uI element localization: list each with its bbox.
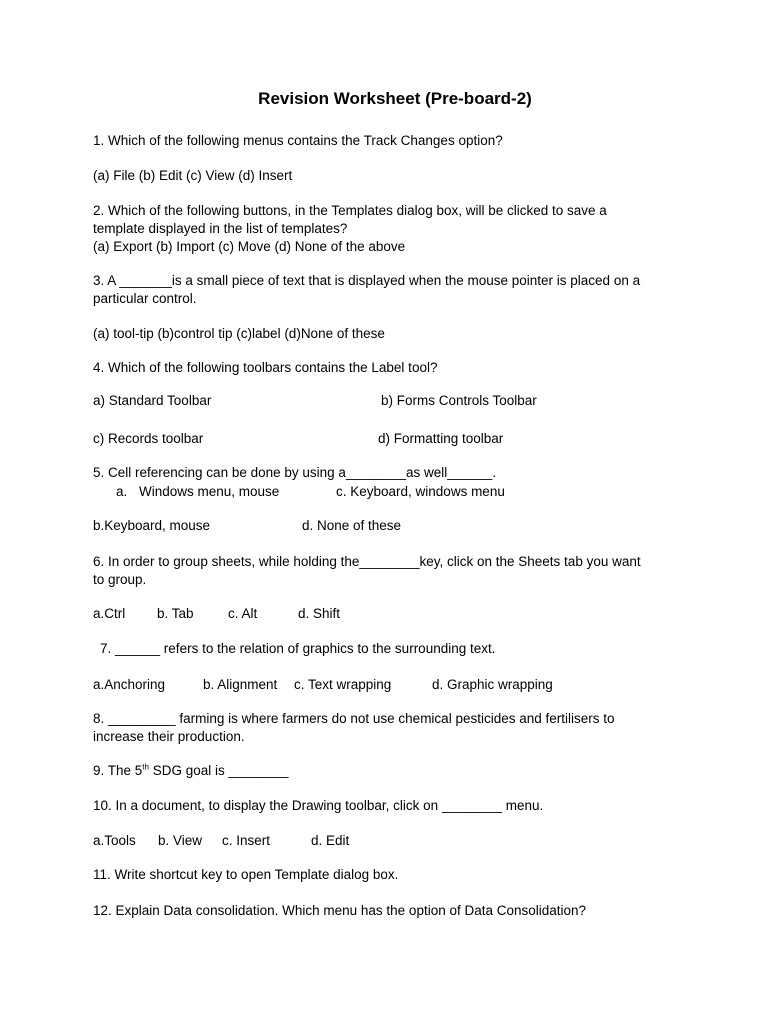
question-5-blank-2: ______ bbox=[447, 465, 493, 480]
question-7-option-d: d. Graphic wrapping bbox=[432, 677, 553, 692]
question-4-option-b: b) Forms Controls Toolbar bbox=[381, 393, 537, 408]
question-5-option-a: Windows menu, mouse bbox=[139, 484, 280, 499]
question-4-option-c: c) Records toolbar bbox=[93, 431, 204, 446]
question-1-options: (a) File (b) Edit (c) View (d) Insert bbox=[93, 168, 293, 183]
question-4-option-a: a) Standard Toolbar bbox=[93, 393, 212, 408]
question-9-superscript: th bbox=[142, 762, 149, 772]
question-6-text-line2: to group. bbox=[93, 572, 147, 587]
question-5-text-part1: 5. Cell referencing can be done by using a bbox=[93, 465, 346, 480]
question-3-text-line2: particular control. bbox=[93, 291, 197, 306]
question-6-option-d: d. Shift bbox=[298, 606, 341, 621]
question-2-text-line2: template displayed in the list of templates? bbox=[93, 221, 348, 236]
question-6-option-b: b. Tab bbox=[157, 606, 194, 621]
question-6-text-line1: 6. In order to group sheets, while holding the________key, click on the Sheets tab you want bbox=[93, 554, 641, 569]
question-5-option-d: d. None of these bbox=[302, 518, 402, 533]
question-11-text: 11. Write shortcut key to open Template dialog box. bbox=[93, 867, 399, 882]
question-4-text: 4. Which of the following toolbars contains the Label tool? bbox=[93, 360, 438, 375]
question-10-option-d: d. Edit bbox=[311, 833, 350, 848]
question-7-option-c: c. Text wrapping bbox=[294, 677, 392, 692]
question-3-options: (a) tool-tip (b)control tip (c)label (d)None of these bbox=[93, 326, 385, 341]
question-5-option-a-marker: a. bbox=[116, 484, 128, 499]
question-6-option-a: a.Ctrl bbox=[93, 606, 126, 621]
question-10-text: 10. In a document, to display the Drawing toolbar, click on ________ menu. bbox=[93, 798, 544, 813]
question-5-blank-1: ________ bbox=[345, 465, 406, 480]
question-1-text: 1. Which of the following menus contains the Track Changes option? bbox=[93, 133, 503, 148]
question-8-text-line1: 8. _________ farming is where farmers do not use chemical pesticides and fertilisers to bbox=[93, 711, 615, 726]
page-title: Revision Worksheet (Pre-board-2) bbox=[258, 89, 532, 108]
question-5-option-c: c. Keyboard, windows menu bbox=[336, 484, 505, 499]
question-8-text-line2: increase their production. bbox=[93, 729, 245, 744]
question-10-option-c: c. Insert bbox=[222, 833, 271, 848]
question-7-text: 7. ______ refers to the relation of graphics to the surrounding text. bbox=[100, 641, 496, 656]
question-5-option-b: b.Keyboard, mouse bbox=[93, 518, 211, 533]
question-2-options: (a) Export (b) Import (c) Move (d) None of the above bbox=[93, 239, 406, 254]
question-3-text-line1: 3. A _______is a small piece of text that is displayed when the mouse pointer is placed on a bbox=[93, 273, 641, 288]
question-9-text bbox=[93, 762, 289, 780]
question-6-option-c: c. Alt bbox=[228, 606, 258, 621]
question-5-text-part3: . bbox=[492, 465, 497, 480]
question-4-option-d: d) Formatting toolbar bbox=[378, 431, 504, 446]
question-5-text bbox=[93, 464, 496, 482]
question-10-option-b: b. View bbox=[158, 833, 203, 848]
question-9-text-part1: 9. The 5 bbox=[93, 763, 143, 778]
question-9-text-part2: SDG goal is ________ bbox=[148, 763, 289, 778]
question-10-option-a: a.Tools bbox=[93, 833, 136, 848]
question-2-text-line1: 2. Which of the following buttons, in the Templates dialog box, will be clicked to save a bbox=[93, 203, 607, 218]
question-7-option-a: a.Anchoring bbox=[93, 677, 166, 692]
question-7-option-b: b. Alignment bbox=[203, 677, 278, 692]
question-12-text: 12. Explain Data consolidation. Which menu has the option of Data Consolidation? bbox=[93, 903, 587, 918]
question-5-text-part2: as well bbox=[406, 465, 448, 480]
